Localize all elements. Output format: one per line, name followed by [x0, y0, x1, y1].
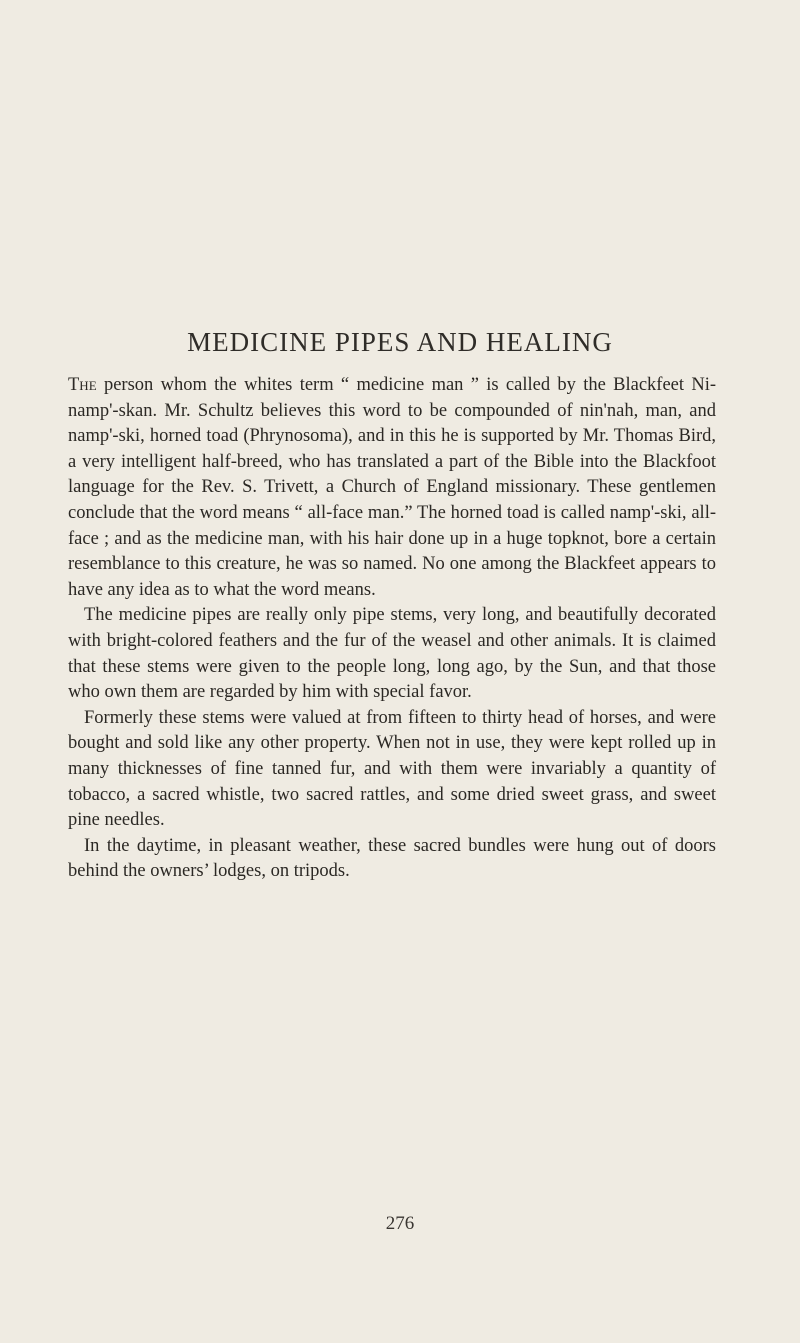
paragraph-lead: The — [68, 375, 97, 395]
paragraph-4: In the daytime, in pleasant weather, these sacred bundles were hung out of doors behind the owners’ lodges, on tripods. — [68, 835, 716, 882]
paragraph-1 — [68, 373, 716, 603]
paragraph-text: person whom the whites term “ medicine man ” is called by the Blackfeet Ni-namp'-skan. Mr. Schultz believes this word to be compounded of nin'nah, man, and namp'-ski, horned toad (Phrynosoma), and in this he is supported by Mr. Thomas Bird, a very intelligent half-breed, who has translated a part of the Bible into the Blackfoot language for the Rev. S. Trivett, a Church of England missionary. These gentlemen conclude that the word means “ all-face man.” The horned toad is called namp'-ski, all-face ; and as the medicine man, with his hair done up in a huge topknot, bore a certain resemblance to this creature, he was so named. No one among the Blackfeet appears to have any idea as to what the word means. — [68, 375, 716, 600]
page-title: MEDICINE PIPES AND HEALING — [187, 327, 613, 357]
paragraph-3: Formerly these stems were valued at from fifteen to thirty head of horses, and were bought and sold like any other property. When not in use, they were kept rolled up in many thicknesses of fine tanned fur, and with them were invariably a quantity of tobacco, a sacred whistle, two sacred rattles, and some dried sweet grass, and sweet pine needles. — [68, 707, 716, 831]
body-text — [68, 373, 716, 885]
paragraph-2: The medicine pipes are really only pipe stems, very long, and beautifully decorated with bright-colored feathers and the fur of the weasel and other animals. It is claimed that these stems were given to the people long, long ago, by the Sun, and that those who own them are regarded by him with special favor. — [68, 605, 716, 703]
page-number: 276 — [385, 1213, 415, 1234]
